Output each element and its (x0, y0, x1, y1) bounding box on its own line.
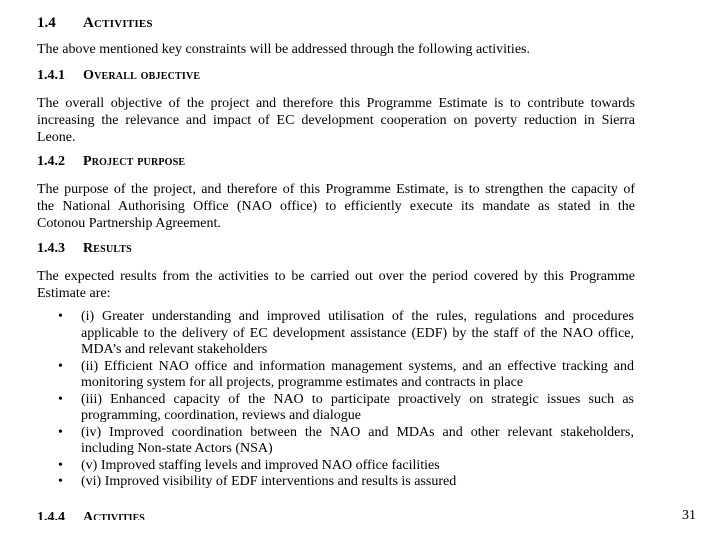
results-list (58, 309, 634, 491)
bullet-icon: • (58, 424, 63, 440)
paragraph-line: Estimate are: (37, 286, 111, 301)
objective-paragraph (37, 95, 635, 146)
paragraph-line: increasing the relevance and impact of EC development cooperation on poverty reduction in Sierra (37, 113, 635, 128)
list-item (58, 359, 634, 392)
subsection-title: Project purpose (83, 154, 186, 169)
list-item (58, 425, 634, 458)
bullet-icon: • (58, 457, 63, 473)
section-heading (37, 15, 153, 32)
next-heading-title: Activities (83, 510, 145, 520)
subsection-number: 1.4.2 (37, 154, 65, 169)
list-item-text: (ii) Efficient NAO office and information management systems, and an effective tracking and monitoring system for all projects, programme estimates and contracts in place (81, 358, 634, 390)
list-item (58, 309, 634, 359)
paragraph-line: Cotonou Partnership Agreement. (37, 216, 221, 231)
section-number: 1.4 (37, 15, 56, 31)
list-item-text: (i) Greater understanding and improved utilisation of the rules, regulations and procedures applicable to the delivery of EC development assistance (EDF) by the staff of the NAO office, MDA’s and relevant stakeholders (81, 309, 634, 357)
list-item-text: (vi) Improved visibility of EDF interventions and results is assured (81, 474, 457, 489)
list-item-text: (iii) Enhanced capacity of the NAO to participate proactively on strategic issues such as programming, coordination, reviews and dialogue (81, 391, 634, 423)
purpose-paragraph (37, 181, 635, 232)
bullet-icon: • (58, 309, 63, 324)
paragraph-line: The expected results from the activities to be carried out over the period covered by this Programme (37, 269, 635, 284)
paragraph-line: The purpose of the project, and therefore of this Programme Estimate, is to strengthen the capacity of (37, 182, 635, 197)
bullet-icon: • (58, 474, 63, 489)
list-item (58, 458, 634, 475)
section-intro (37, 41, 635, 58)
list-item-text: (iv) Improved coordination between the NAO and MDAs and other relevant stakeholders, including Non-state Actors (NSA) (81, 424, 634, 456)
section-title: Activities (83, 15, 153, 31)
next-heading-number: 1.4.4 (37, 510, 65, 520)
paragraph-line: The overall objective of the project and therefore this Programme Estimate is to contribute towards (37, 96, 635, 111)
list-item-text: (v) Improved staffing levels and improved NAO office facilities (81, 457, 440, 473)
intro-line: The above mentioned key constraints will be addressed through the following activities. (37, 42, 530, 57)
paragraph-line: Leone. (37, 130, 76, 145)
results-paragraph (37, 268, 635, 302)
subsection-number: 1.4.3 (37, 241, 65, 256)
subsection-heading-results (37, 241, 132, 257)
next-heading-cut (37, 506, 237, 520)
paragraph-line: the National Authorising Office (NAO office) to efficiently execute its mandate as stated in the (37, 199, 635, 214)
subsection-heading-purpose (37, 154, 185, 170)
subsection-title: Results (83, 241, 132, 256)
bullet-icon: • (58, 358, 63, 374)
list-item (58, 392, 634, 425)
subsection-number: 1.4.1 (37, 68, 65, 83)
subsection-heading-objective (37, 68, 200, 84)
page-number: 31 (682, 508, 696, 523)
subsection-title: Overall objective (83, 68, 201, 83)
list-item (58, 474, 634, 491)
bullet-icon: • (58, 391, 63, 407)
